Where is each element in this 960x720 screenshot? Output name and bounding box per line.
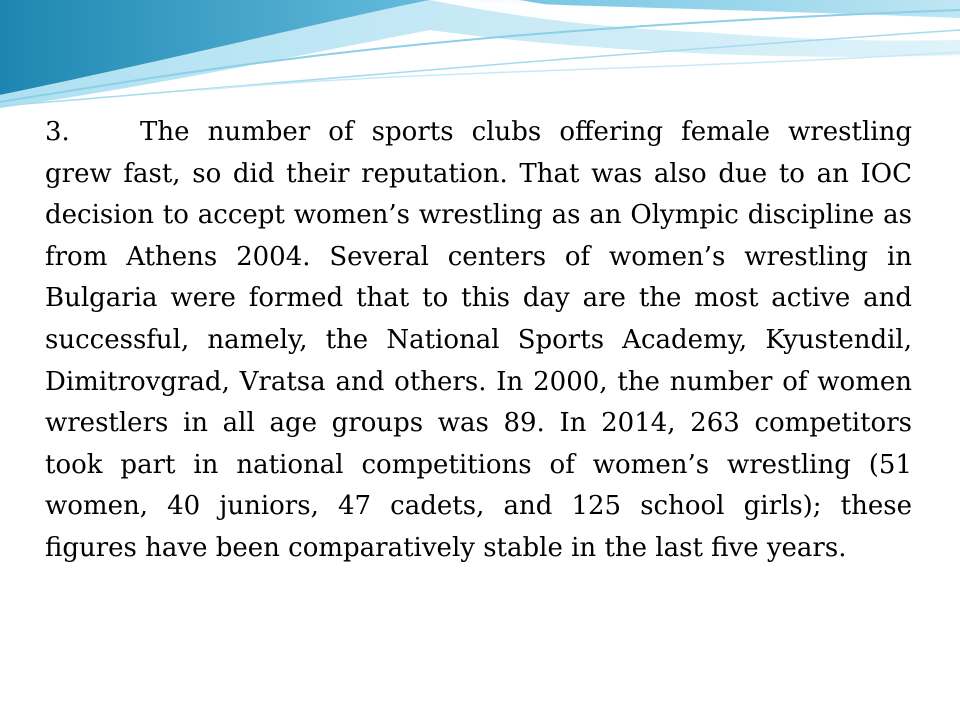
slide-paragraph [45, 112, 912, 570]
paragraph-text: The number of sports clubs offering female wrestling grew fast, so did their reputation. That was also due to an IOC decision to accept women’s wrestling as an Olympic discipline as from Athens 2004. Several centers of women’s wrestling in Bulgaria were formed that to this day are the most active and successful, namely, the National Sports Academy, Kyustendil, Dimitrovgrad, Vratsa and others. In 2000, the number of women wrestlers in all age groups was 89. In 2014, 263 competitors took part in national competitions of women’s wrestling (51 women, 40 juniors, 47 cadets, and 125 school girls); these figures have been comparatively stable in the last five years. [45, 117, 912, 563]
item-number: 3. [45, 117, 70, 147]
